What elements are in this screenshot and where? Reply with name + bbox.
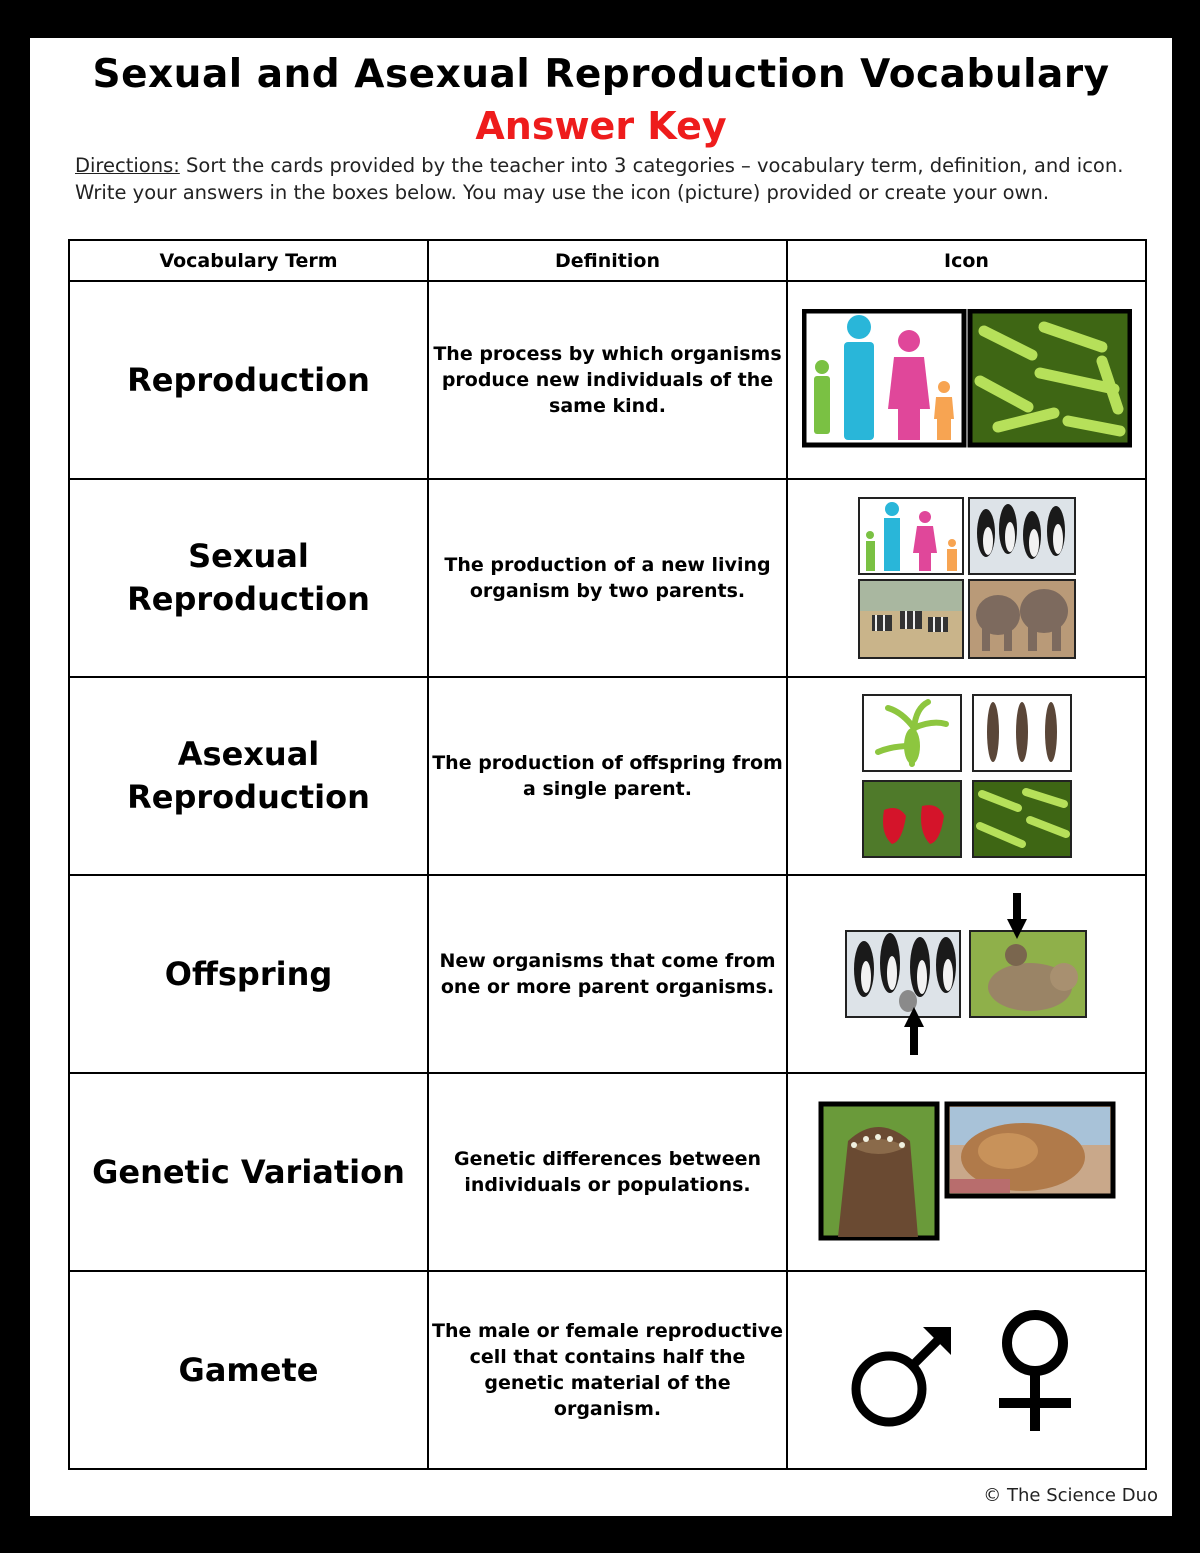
family-and-bacteria-icon xyxy=(802,309,1132,451)
directions xyxy=(75,152,1135,206)
term-cell: Gamete xyxy=(69,1271,428,1469)
table-header-row xyxy=(69,240,1146,281)
definition-cell: New organisms that come from one or more parent organisms. xyxy=(428,875,787,1073)
definition-cell: The process by which organisms produce new individuals of the same kind. xyxy=(428,281,787,479)
column-header: Definition xyxy=(428,240,787,281)
worksheet-page xyxy=(30,38,1172,1516)
icon-cell xyxy=(787,281,1146,479)
table-row xyxy=(69,875,1146,1073)
definition-cell: The production of a new living organism by two parents. xyxy=(428,479,787,677)
table-row xyxy=(69,479,1146,677)
table-row xyxy=(69,677,1146,875)
directions-label: Directions: xyxy=(75,154,180,177)
column-header: Icon xyxy=(787,240,1146,281)
table-row xyxy=(69,281,1146,479)
answer-key-subtitle: Answer Key xyxy=(475,104,727,148)
page-title: Sexual and Asexual Reproduction Vocabulary xyxy=(92,52,1110,97)
definition-cell: Genetic differences between individuals or populations. xyxy=(428,1073,787,1271)
definition-cell: The male or female reproductive cell that contains half the genetic material of the organism. xyxy=(428,1271,787,1469)
term-cell: Sexual Reproduction xyxy=(69,479,428,677)
icon-cell xyxy=(787,875,1146,1073)
copyright-footer: © The Science Duo xyxy=(983,1485,1158,1506)
term-cell: Offspring xyxy=(69,875,428,1073)
icon-cell xyxy=(787,1073,1146,1271)
definition-cell: The production of offspring from a single parent. xyxy=(428,677,787,875)
family-penguins-zebras-elephants-icon xyxy=(858,497,1076,659)
hydra-flatworm-strawberry-bacteria-icon xyxy=(862,694,1072,858)
directions-text: Sort the cards provided by the teacher into 3 categories – vocabulary term, definition, and icon. Write your answers in the boxes below. You may use the icon (picture) provided or create your own. xyxy=(75,154,1124,204)
table-row xyxy=(69,1073,1146,1271)
term-cell: Genetic Variation xyxy=(69,1073,428,1271)
male-female-symbols-icon xyxy=(847,1307,1087,1433)
term-cell: Asexual Reproduction xyxy=(69,677,428,875)
column-header: Vocabulary Term xyxy=(69,240,428,281)
icon-cell xyxy=(787,677,1146,875)
vocabulary-table xyxy=(68,239,1147,1470)
icon-cell xyxy=(787,479,1146,677)
table-row xyxy=(69,1271,1146,1469)
term-cell: Reproduction xyxy=(69,281,428,479)
penguin-chick-and-baby-monkey-icon xyxy=(844,893,1090,1055)
icon-cell xyxy=(787,1271,1146,1469)
hair-variation-photos-icon xyxy=(818,1101,1116,1243)
